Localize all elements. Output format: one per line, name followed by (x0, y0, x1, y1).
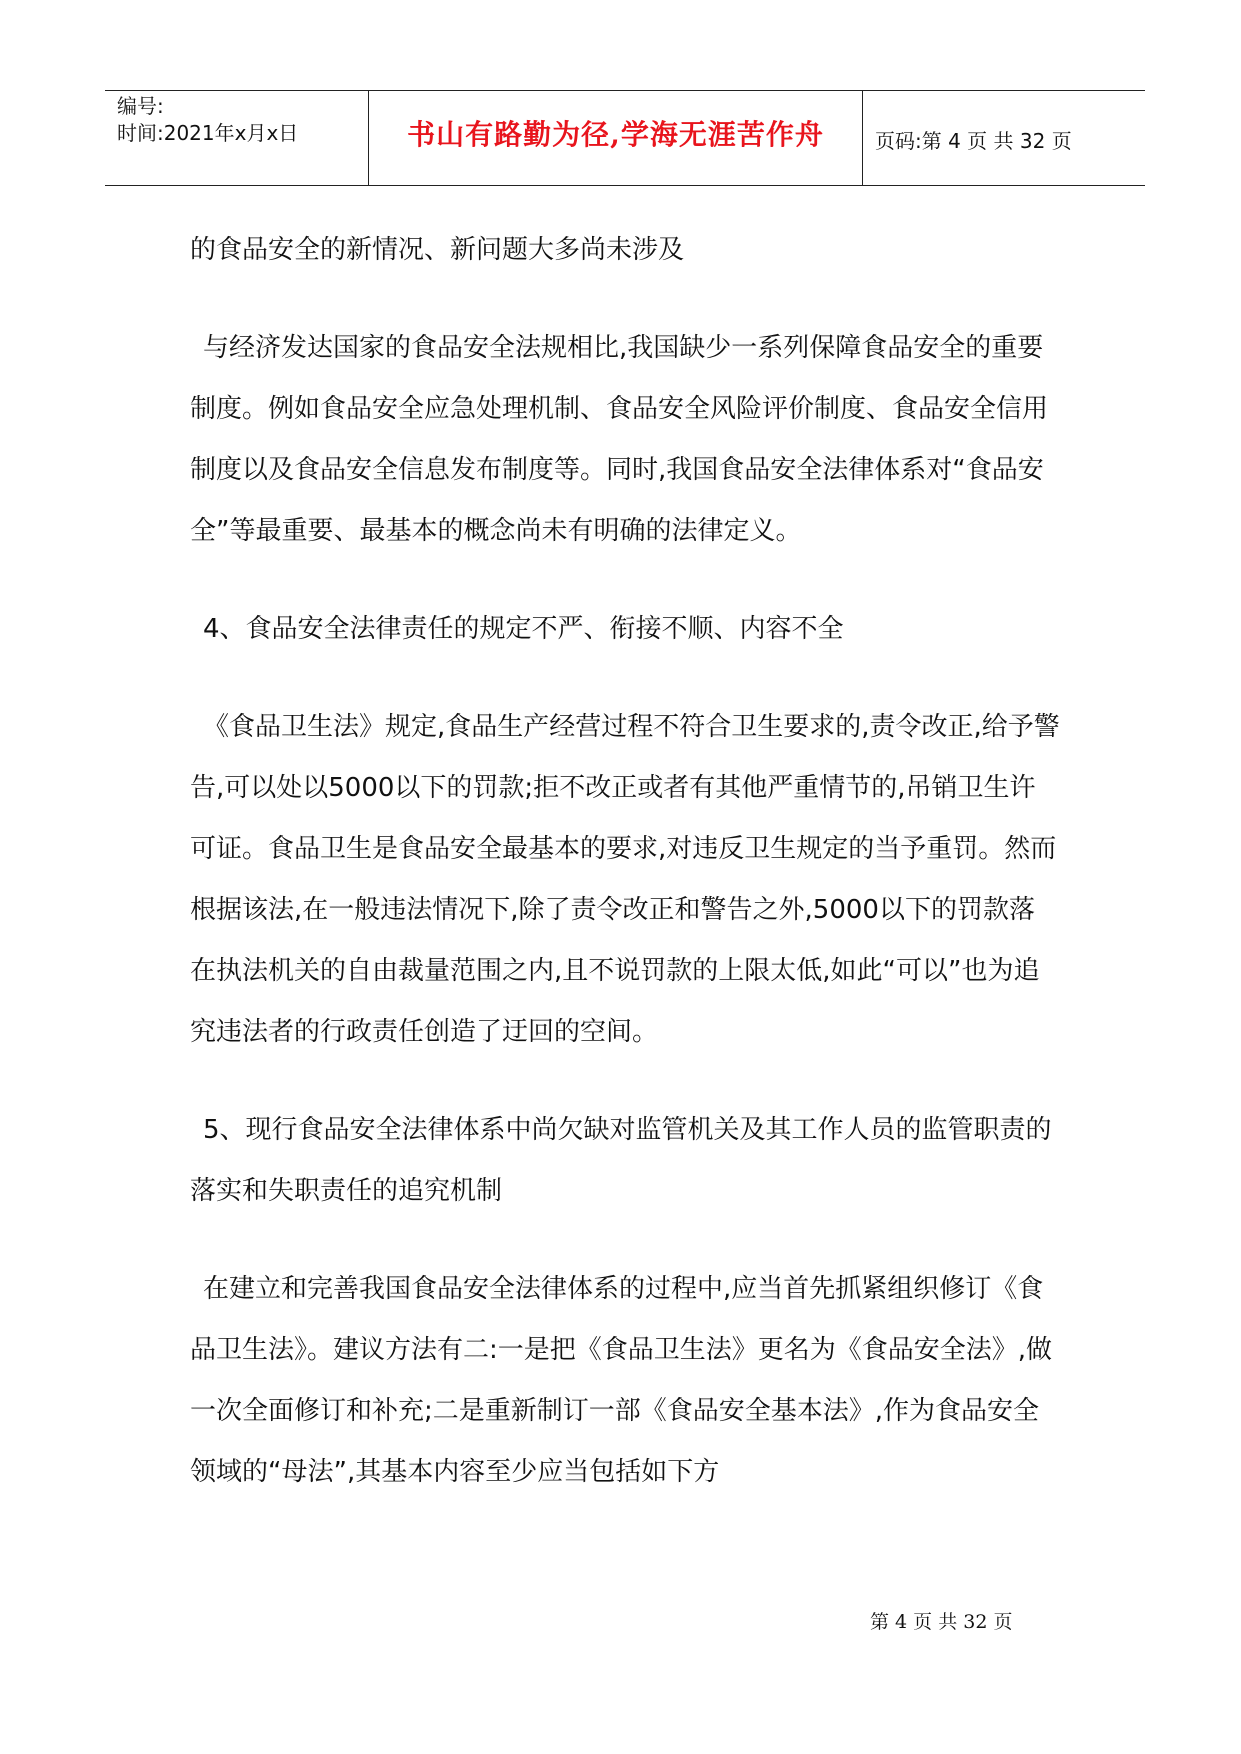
document-number-label: 编号: (117, 94, 164, 118)
document-body (190, 220, 1060, 1503)
header-divider-right (862, 91, 863, 185)
header-meta (117, 93, 367, 147)
paragraph: 在建立和完善我国食品安全法律体系的过程中,应当首先抓紧组织修订《食品卫生法》。建议方法有二:一是把《食品卫生法》更名为《食品安全法》,做一次全面修订和补充;二是重新制订一部《食品安全基本法》,作为食品安全领域的“母法”,其基本内容至少应当包括如下方 (190, 1274, 1053, 1487)
page-footer: 第 4 页 共 32 页 (870, 1611, 1013, 1633)
header-page-label: 页码:第 4 页 共 32 页 (875, 129, 1072, 153)
page-header (105, 90, 1145, 186)
section-heading-5: 5、现行食品安全法律体系中尚欠缺对监管机关及其工作人员的监管职责的落实和失职责任的追究机制 (190, 1115, 1052, 1206)
header-motto: 书山有路勤为径,学海无涯苦作舟 (407, 118, 824, 151)
paragraph: 《食品卫生法》规定,食品生产经营过程不符合卫生要求的,责令改正,给予警告,可以处以5000以下的罚款;拒不改正或者有其他严重情节的,吊销卫生许可证。食品卫生是食品安全最基本的要求,对违反卫生规定的当予重罚。然而根据该法,在一般违法情况下,除了责令改正和警告之外,5000以下的罚款落在执法机关的自由裁量范围之内,且不说罚款的上限太低,如此“可以”也为追究违法者的行政责任创造了迂回的空间。 (190, 712, 1060, 1047)
paragraph: 与经济发达国家的食品安全法规相比,我国缺少一系列保障食品安全的重要制度。例如食品安全应急处理机制、食品安全风险评价制度、食品安全信用制度以及食品安全信息发布制度等。同时,我国食品安全法律体系对“食品安全”等最重要、最基本的概念尚未有明确的法律定义。 (190, 333, 1049, 546)
paragraph-continued: 的食品安全的新情况、新问题大多尚未涉及 (190, 235, 685, 265)
document-time-label: 时间:2021年x月x日 (117, 121, 299, 145)
section-heading-4: 4、食品安全法律责任的规定不严、衔接不顺、内容不全 (203, 614, 844, 644)
